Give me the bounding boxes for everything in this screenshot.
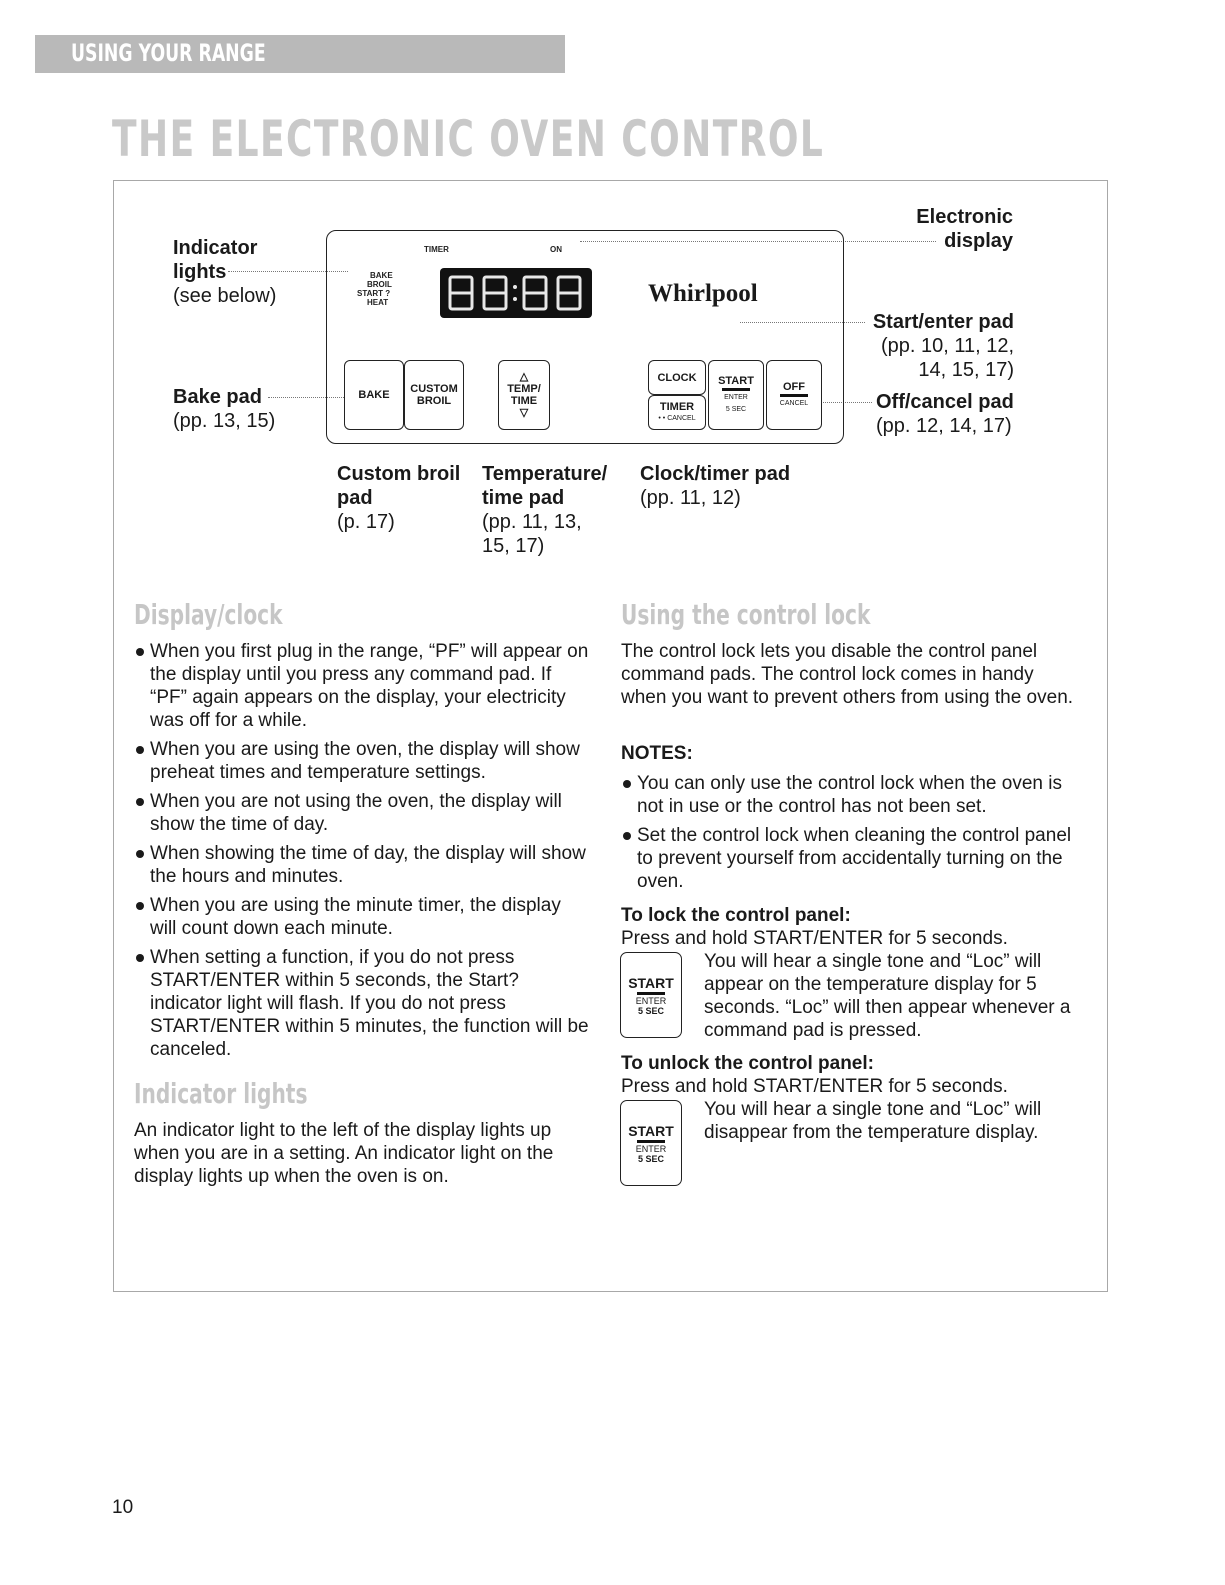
arrow-down-icon: ▽: [519, 407, 529, 419]
callout-start-pages: (pp. 10, 11, 12,: [880, 335, 1014, 357]
lock-step: Press and hold START/ENTER for 5 seconds.: [621, 928, 1008, 949]
callout-off-title: Off/cancel pad: [876, 391, 1014, 413]
temp-pad-label2: TIME: [510, 395, 538, 407]
seven-segment-digits: [446, 273, 586, 313]
list-item: Set the control lock when cleaning the control panel to prevent yourself from accidentally turning on the oven.: [621, 824, 1086, 893]
start-pad-bar: [722, 388, 750, 391]
lock-icon-label: 5 SEC: [725, 405, 747, 413]
timer-label: TIMER: [424, 245, 449, 254]
callout-temp-pages2: 15, 17): [482, 535, 545, 557]
timer-pad[interactable]: [648, 395, 706, 430]
display-clock-heading: Display/clock: [134, 598, 283, 631]
bake-pad-label: BAKE: [358, 389, 390, 401]
callout-custom-broil: [337, 462, 460, 534]
callout-temp-title: Temperature/: [482, 463, 608, 485]
temp-time-pad[interactable]: [498, 360, 550, 430]
callout-display-title: Electronic: [916, 206, 1013, 228]
section-label: USING YOUR RANGE: [71, 39, 266, 67]
control-lock-intro: The control lock lets you disable the control panel command pads. The control lock comes in handy when you want to prevent others from using the oven.: [621, 641, 1074, 708]
unlock-result: You will hear a single tone and “Loc” will disappear from the temperature display.: [704, 1099, 1042, 1143]
custom-broil-pad[interactable]: [404, 360, 464, 430]
indicator-lights-heading: Indicator lights: [134, 1077, 308, 1110]
off-pad-bar: [780, 394, 808, 397]
list-item: You can only use the control lock when the oven is not in use or the control has not been set.: [621, 772, 1086, 818]
icon-enter-text: ENTER: [635, 995, 667, 1006]
callout-electronic-display: [916, 205, 1013, 253]
start-enter-icon: [620, 1100, 682, 1186]
callout-clock-timer: [640, 462, 790, 510]
list-item: When showing the time of day, the display will show the hours and minutes.: [134, 842, 590, 888]
start-enter-icon: [620, 952, 682, 1038]
on-label: ON: [550, 245, 562, 254]
unlock-heading: To unlock the control panel:: [621, 1053, 874, 1074]
callout-clock-title: Clock/timer pad: [640, 463, 791, 485]
icon-enter-text: ENTER: [635, 1143, 667, 1154]
callout-off-pages: (pp. 12, 14, 17): [876, 415, 1012, 437]
custom-pad-label2: BROIL: [416, 395, 452, 407]
start-pad-label: START: [718, 374, 754, 387]
callout-bake-pad: [173, 385, 275, 433]
callout-off-cancel: [876, 390, 1014, 438]
custom-pad-label: CUSTOM: [410, 383, 458, 395]
indicator-bake: BAKE: [370, 271, 393, 280]
temp-pad-label: TEMP/: [507, 383, 541, 395]
indicator-broil: BROIL: [367, 280, 392, 289]
list-item: When you are using the minute timer, the display will count down each minute.: [134, 894, 590, 940]
callout-temp-pages: (pp. 11, 13,: [482, 511, 582, 533]
list-item: When you first plug in the range, “PF” will appear on the display until you press any command pad. If “PF” again appears on the display, your electricity was off for a while.: [134, 640, 590, 732]
timer-pad-sub: • • CANCEL: [658, 414, 696, 422]
icon-start-text: START: [628, 974, 674, 991]
callout-start-pages2: 14, 15, 17): [918, 359, 1014, 381]
clock-pad[interactable]: [648, 360, 706, 395]
callout-temp-time: [482, 462, 607, 558]
start-pad-sub: ENTER: [724, 393, 748, 401]
unlock-step: Press and hold START/ENTER for 5 seconds.: [621, 1076, 1008, 1097]
clock-pad-label: CLOCK: [657, 371, 697, 384]
callout-indicator-lights: [173, 236, 276, 308]
off-cancel-pad[interactable]: [766, 360, 822, 430]
start-enter-pad[interactable]: [708, 360, 764, 430]
indicator-heat: HEAT: [367, 298, 389, 307]
page-title: THE ELECTRONIC OVEN CONTROL: [112, 110, 825, 168]
callout-bake-pages: (pp. 13, 15): [173, 410, 276, 432]
timer-pad-label: TIMER: [659, 400, 695, 413]
off-pad-sub: CANCEL: [779, 399, 809, 407]
callout-start-enter: [870, 310, 1014, 382]
list-item: When you are not using the oven, the display will show the time of day.: [134, 790, 590, 836]
callout-clock-pages: (pp. 11, 12): [640, 487, 741, 509]
electronic-display: [440, 268, 592, 318]
callout-temp-title2: time pad: [482, 487, 565, 509]
list-item: When you are using the oven, the display will show preheat times and temperature settings.: [134, 738, 590, 784]
display-clock-list: [134, 640, 590, 1067]
icon-bar: [637, 992, 665, 995]
off-pad-label: OFF: [783, 380, 805, 393]
icon-bar: [637, 1140, 665, 1143]
icon-start-text: START: [628, 1122, 674, 1139]
section-header-bar: [35, 35, 565, 73]
notes-list: [621, 772, 1086, 899]
lock-heading: To lock the control panel:: [621, 905, 851, 926]
control-lock-heading: Using the control lock: [621, 598, 871, 631]
lock-icon: 5 SEC: [637, 1153, 664, 1164]
callout-start-title: Start/enter pad: [872, 311, 1014, 333]
callout-bake-title: Bake pad: [173, 386, 262, 408]
indicator-start: START ?: [357, 289, 391, 298]
brand-logo: Whirlpool: [648, 280, 758, 307]
callout-custom-title: Custom broil: [337, 463, 461, 485]
arrow-up-icon: △: [519, 371, 529, 383]
callout-indicator-note: (see below): [173, 285, 277, 307]
notes-label: NOTES:: [621, 743, 693, 764]
list-item: When setting a function, if you do not press START/ENTER within 5 seconds, the Start? indicator light will flash. If you do not press START/ENTER within 5 minutes, the function will be canceled.: [134, 946, 590, 1061]
bake-pad[interactable]: [344, 360, 404, 430]
callout-custom-title2: pad: [337, 487, 373, 509]
callout-indicator-title2: lights: [173, 261, 227, 283]
indicator-lights-text: An indicator light to the left of the display lights up when you are in a setting. An indicator light on the display lights up when the oven is on.: [134, 1120, 554, 1187]
callout-display-title2: display: [944, 230, 1013, 252]
lock-icon: 5 SEC: [637, 1005, 664, 1016]
lock-result: You will hear a single tone and “Loc” will appear on the temperature display for 5 seconds. “Loc” will then appear whenever a command pad is pressed.: [704, 951, 1071, 1041]
callout-indicator-title: Indicator: [173, 237, 258, 259]
callout-custom-pages: (p. 17): [337, 511, 395, 533]
page-number: 10: [112, 1497, 134, 1518]
